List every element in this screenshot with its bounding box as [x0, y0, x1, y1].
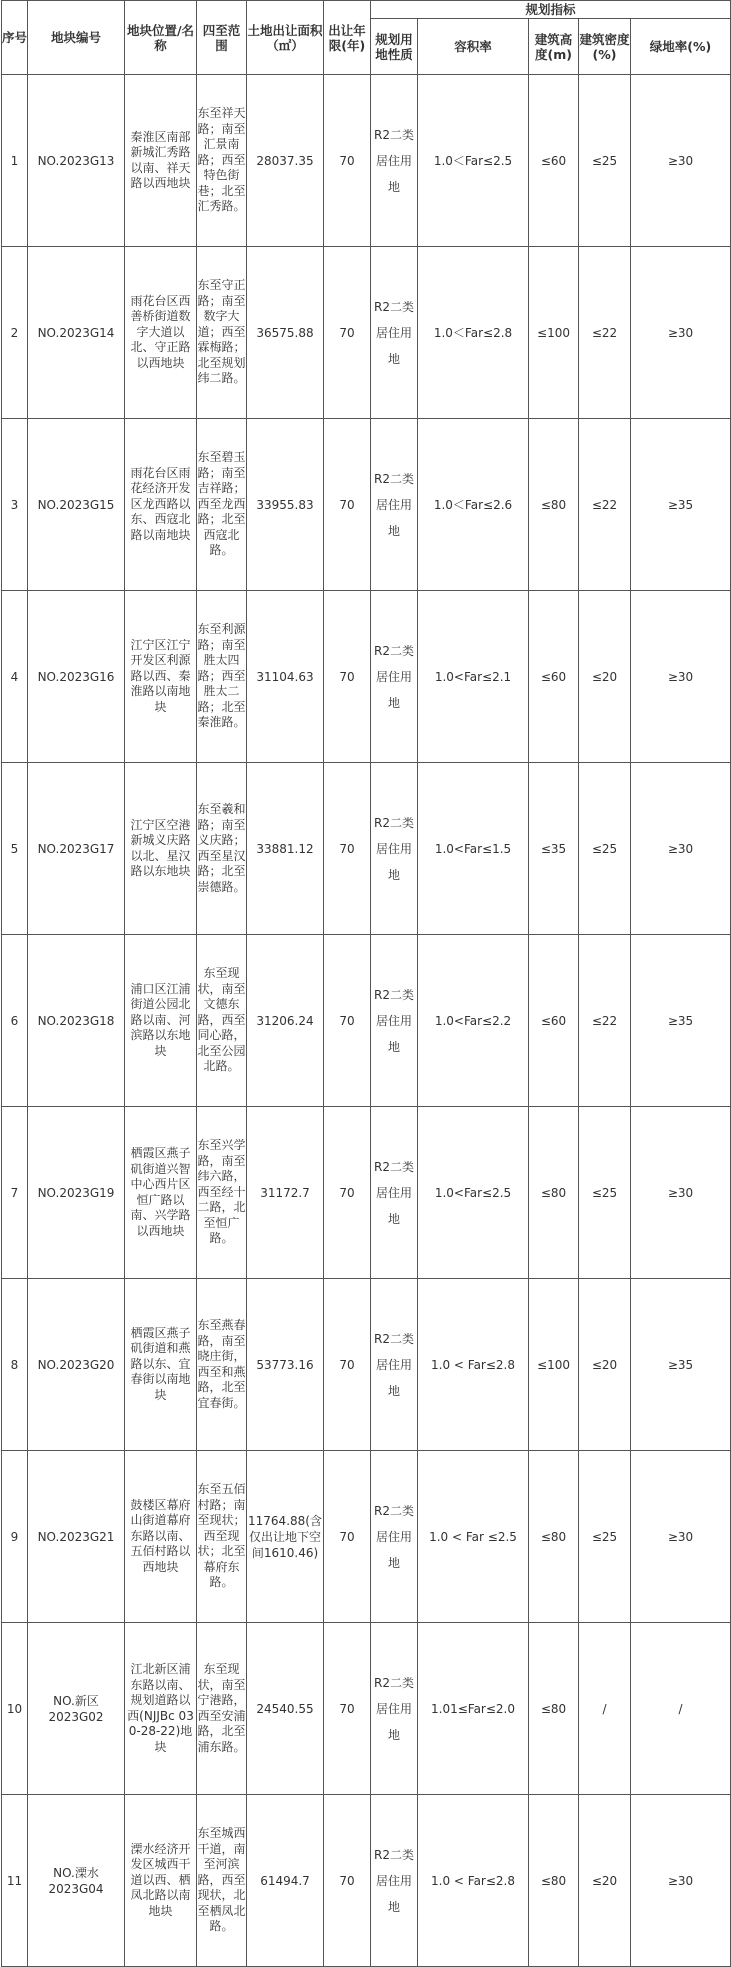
cell-density: ≤20 — [579, 1795, 631, 1967]
cell-height: ≤100 — [529, 1279, 579, 1451]
cell-use: R2二类居住用地 — [371, 1279, 418, 1451]
cell-far: 1.0<Far≤1.5 — [418, 763, 529, 935]
cell-location: 秦淮区南部新城汇秀路以南、祥天路以西地块 — [125, 75, 197, 247]
header-use: 规划用地性质 — [371, 19, 418, 75]
cell-seq: 1 — [2, 75, 28, 247]
cell-boundary: 东至利源路；南至胜太四路；西至胜太二路；北至秦淮路。 — [197, 591, 247, 763]
cell-area: 24540.55 — [247, 1623, 324, 1795]
cell-far: 1.0＜Far≤2.5 — [418, 75, 529, 247]
cell-use: R2二类居住用地 — [371, 935, 418, 1107]
cell-location: 雨花台区雨花经济开发区龙西路以东、西寇北路以南地块 — [125, 419, 197, 591]
header-term: 出让年限(年) — [324, 1, 371, 75]
cell-density: ≤22 — [579, 419, 631, 591]
header-area: 土地出让面积（㎡） — [247, 1, 324, 75]
cell-height: ≤80 — [529, 1623, 579, 1795]
cell-use: R2二类居住用地 — [371, 75, 418, 247]
cell-seq: 3 — [2, 419, 28, 591]
cell-area: 33955.83 — [247, 419, 324, 591]
header-seq: 序号 — [2, 1, 28, 75]
table-row — [2, 1451, 731, 1623]
cell-boundary: 东至兴学路，南至纬六路，西至经十二路，北至恒广路。 — [197, 1107, 247, 1279]
cell-boundary: 东至现状，南至宁港路，西至安浦路，北至浦东路。 — [197, 1623, 247, 1795]
cell-area: 31206.24 — [247, 935, 324, 1107]
cell-seq: 11 — [2, 1795, 28, 1967]
cell-green: ≥30 — [631, 591, 731, 763]
cell-code: NO.溧水2023G04 — [28, 1795, 125, 1967]
cell-density: / — [579, 1623, 631, 1795]
cell-term: 70 — [324, 1795, 371, 1967]
cell-code: NO.2023G21 — [28, 1451, 125, 1623]
cell-far: 1.0＜Far≤2.8 — [418, 247, 529, 419]
table-row — [2, 1107, 731, 1279]
cell-location: 溧水经济开发区城西干道以西、栖凤北路以南地块 — [125, 1795, 197, 1967]
cell-location: 栖霞区燕子矶街道兴智中心西片区恒广路以南、兴学路以西地块 — [125, 1107, 197, 1279]
cell-height: ≤60 — [529, 935, 579, 1107]
cell-green: ≥30 — [631, 1795, 731, 1967]
cell-boundary: 东至五佰村路；南至现状；西至现状；北至幕府东路。 — [197, 1451, 247, 1623]
header-height: 建筑高度(m) — [529, 19, 579, 75]
table-row — [2, 1795, 731, 1967]
cell-density: ≤25 — [579, 75, 631, 247]
cell-location: 鼓楼区幕府山街道幕府东路以南、五佰村路以西地块 — [125, 1451, 197, 1623]
cell-green: ≥30 — [631, 1107, 731, 1279]
header-planning: 规划指标 — [371, 1, 731, 19]
cell-green: / — [631, 1623, 731, 1795]
cell-height: ≤35 — [529, 763, 579, 935]
cell-term: 70 — [324, 1623, 371, 1795]
cell-height: ≤80 — [529, 1451, 579, 1623]
cell-density: ≤20 — [579, 591, 631, 763]
cell-code: NO.2023G14 — [28, 247, 125, 419]
table-row — [2, 935, 731, 1107]
cell-area: 53773.16 — [247, 1279, 324, 1451]
cell-height: ≤60 — [529, 591, 579, 763]
cell-area: 33881.12 — [247, 763, 324, 935]
cell-density: ≤22 — [579, 935, 631, 1107]
cell-location: 江北新区浦东路以南、规划道路以西(NJJBc 030-28-22)地块 — [125, 1623, 197, 1795]
cell-boundary: 东至祥天路；南至汇景南路；西至特色街巷；北至汇秀路。 — [197, 75, 247, 247]
cell-seq: 6 — [2, 935, 28, 1107]
cell-term: 70 — [324, 763, 371, 935]
cell-term: 70 — [324, 935, 371, 1107]
cell-far: 1.0<Far≤2.2 — [418, 935, 529, 1107]
cell-code: NO.2023G20 — [28, 1279, 125, 1451]
cell-use: R2二类居住用地 — [371, 1451, 418, 1623]
cell-density: ≤25 — [579, 1451, 631, 1623]
cell-code: NO.2023G16 — [28, 591, 125, 763]
cell-term: 70 — [324, 1451, 371, 1623]
cell-far: 1.01≤Far≤2.0 — [418, 1623, 529, 1795]
cell-seq: 4 — [2, 591, 28, 763]
cell-location: 栖霞区燕子矶街道和燕路以东、宜春街以南地块 — [125, 1279, 197, 1451]
cell-code: NO.2023G13 — [28, 75, 125, 247]
cell-height: ≤80 — [529, 1795, 579, 1967]
cell-green: ≥30 — [631, 75, 731, 247]
cell-density: ≤25 — [579, 1107, 631, 1279]
cell-far: 1.0 < Far≤2.8 — [418, 1279, 529, 1451]
cell-term: 70 — [324, 75, 371, 247]
table-row — [2, 247, 731, 419]
cell-green: ≥30 — [631, 1451, 731, 1623]
cell-green: ≥30 — [631, 247, 731, 419]
cell-far: 1.0<Far≤2.1 — [418, 591, 529, 763]
cell-density: ≤22 — [579, 247, 631, 419]
cell-far: 1.0<Far≤2.5 — [418, 1107, 529, 1279]
cell-code: NO.2023G18 — [28, 935, 125, 1107]
cell-area: 36575.88 — [247, 247, 324, 419]
header-green: 绿地率(%) — [631, 19, 731, 75]
cell-seq: 5 — [2, 763, 28, 935]
cell-seq: 2 — [2, 247, 28, 419]
header-boundary: 四至范围 — [197, 1, 247, 75]
cell-use: R2二类居住用地 — [371, 763, 418, 935]
cell-use: R2二类居住用地 — [371, 1795, 418, 1967]
cell-seq: 9 — [2, 1451, 28, 1623]
cell-boundary: 东至现状，南至文德东路，西至同心路，北至公园北路。 — [197, 935, 247, 1107]
land-parcel-table — [1, 0, 731, 1967]
cell-use: R2二类居住用地 — [371, 591, 418, 763]
cell-area: 61494.7 — [247, 1795, 324, 1967]
table-row — [2, 419, 731, 591]
cell-seq: 8 — [2, 1279, 28, 1451]
cell-green: ≥35 — [631, 419, 731, 591]
cell-height: ≤80 — [529, 419, 579, 591]
cell-boundary: 东至守正路；南至数字大道；西至霖梅路；北至规划纬二路。 — [197, 247, 247, 419]
table-row — [2, 1279, 731, 1451]
header-location: 地块位置/名称 — [125, 1, 197, 75]
header-code: 地块编号 — [28, 1, 125, 75]
cell-term: 70 — [324, 247, 371, 419]
cell-height: ≤80 — [529, 1107, 579, 1279]
table-row — [2, 1623, 731, 1795]
cell-area: 31104.63 — [247, 591, 324, 763]
cell-boundary: 东至燕春路，南至晓庄街，西至和燕路，北至宜春街。 — [197, 1279, 247, 1451]
cell-density: ≤25 — [579, 763, 631, 935]
cell-area: 31172.7 — [247, 1107, 324, 1279]
cell-location: 江宁区空港新城义庆路以北、星汉路以东地块 — [125, 763, 197, 935]
cell-boundary: 东至碧玉路；南至吉祥路；西至龙西路；北至西寇北路。 — [197, 419, 247, 591]
header-density: 建筑密度(%) — [579, 19, 631, 75]
cell-location: 江宁区江宁开发区利源路以西、秦淮路以南地块 — [125, 591, 197, 763]
cell-seq: 7 — [2, 1107, 28, 1279]
cell-far: 1.0 < Far≤2.8 — [418, 1795, 529, 1967]
cell-height: ≤100 — [529, 247, 579, 419]
cell-code: NO.新区2023G02 — [28, 1623, 125, 1795]
header-far: 容积率 — [418, 19, 529, 75]
cell-far: 1.0＜Far≤2.6 — [418, 419, 529, 591]
cell-code: NO.2023G17 — [28, 763, 125, 935]
cell-use: R2二类居住用地 — [371, 1107, 418, 1279]
cell-location: 浦口区江浦街道公园北路以南、河滨路以东地块 — [125, 935, 197, 1107]
cell-far: 1.0 < Far ≤2.5 — [418, 1451, 529, 1623]
cell-code: NO.2023G15 — [28, 419, 125, 591]
cell-use: R2二类居住用地 — [371, 419, 418, 591]
cell-code: NO.2023G19 — [28, 1107, 125, 1279]
cell-green: ≥35 — [631, 1279, 731, 1451]
cell-term: 70 — [324, 1279, 371, 1451]
cell-area: 28037.35 — [247, 75, 324, 247]
cell-use: R2二类居住用地 — [371, 1623, 418, 1795]
cell-height: ≤60 — [529, 75, 579, 247]
cell-green: ≥30 — [631, 763, 731, 935]
cell-green: ≥35 — [631, 935, 731, 1107]
cell-boundary: 东至城西干道，南至河滨路，西至现状，北至栖凤北路。 — [197, 1795, 247, 1967]
cell-term: 70 — [324, 419, 371, 591]
cell-term: 70 — [324, 1107, 371, 1279]
cell-density: ≤20 — [579, 1279, 631, 1451]
cell-term: 70 — [324, 591, 371, 763]
cell-use: R2二类居住用地 — [371, 247, 418, 419]
table-row — [2, 75, 731, 247]
cell-boundary: 东至羲和路；南至义庆路；西至星汉路；北至崇德路。 — [197, 763, 247, 935]
cell-location: 雨花台区西善桥街道数字大道以北、守正路以西地块 — [125, 247, 197, 419]
table-row — [2, 591, 731, 763]
cell-area: 11764.88(含仅出让地下空间1610.46) — [247, 1451, 324, 1623]
cell-seq: 10 — [2, 1623, 28, 1795]
table-row — [2, 763, 731, 935]
